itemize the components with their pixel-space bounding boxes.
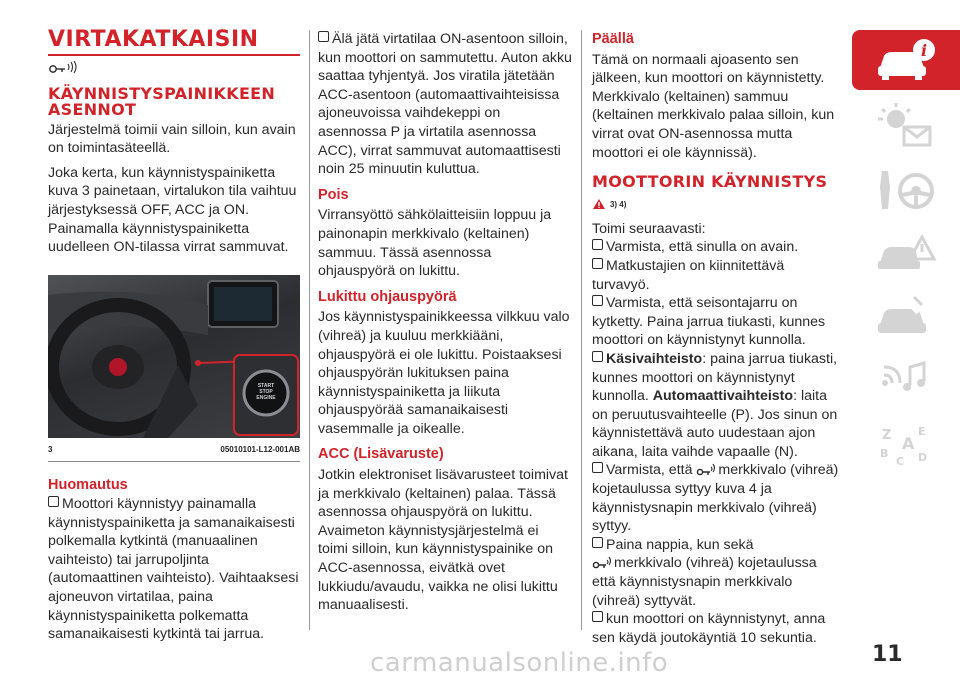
list-item: kun moottori on käynnistynyt, anna sen käydä joutokäyntiä 10 sekuntia. [592,611,826,646]
list-item: Käsivaihteisto: paina jarrua tiukasti, kunnes moottori on käynnistynyt kunnolla. Automaattivaihteisto: laita on peruutusvaihteelle (P). Jos sinun on käynnistettävä auto uudestaan ajon aikana, laita vaihde vapaalle (N). [592,350,838,460]
list-item: Varmista, että merkkivalo (vihreä) kojetaulussa syttyy kuva 4 ja käynnistysnapin merkkivalo (vihreä) syttyy. [592,462,839,535]
svg-text:Z: Z [882,428,892,443]
heading-pois: Pois [318,186,349,203]
list-item: Varmista, että seisontajarru on kytketty. Paina jarrua tiukasti, kunnes moottori on käynnistynyt kunnolla. [592,295,826,349]
paragraph: Älä jätä virtatilaa ON-asentoon silloin, kun moottori on sammutettu. Auton akku saattaa tyhjentyä. Jos viratila jätetään ACC-asentoon (automaattivaihteisissa ajoneuvoissa vaihdekeppi on asennossa P ja virtatila asennossa ACC), virrat sammuvat automaattisesti noin 25 minuutin kuluttua. [318,31,572,178]
column-3 [592,30,840,647]
watermark: carmanualsonline.info [370,648,669,678]
tab-lights[interactable] [852,96,960,154]
svg-text:A: A [902,434,915,453]
heading-engine-start: MOOTTORIN KÄYNNISTYS [592,172,828,192]
heading-on: Päällä [592,31,634,47]
title-rule [48,54,300,56]
lights-message-icon [874,101,938,149]
info-car-icon [874,38,938,82]
figure-number: 3 [48,444,53,454]
bullet-icon [592,462,603,473]
heading-button-positions: KÄYNNISTYSPAINIKKEEN ASENNOT [48,83,276,119]
column-divider [581,30,582,630]
column-divider [309,30,310,630]
bullet-icon [592,611,603,622]
car-service-icon [874,293,938,341]
dashboard-photo [48,275,300,438]
note-heading: Huomautus [48,477,128,494]
note-text: Moottori käynnistyy painamalla käynnistyspainiketta ja samanaikaisesti polkemalla kytkintä (manuaalinen vaihteisto) tai jarrupoljinta (automaattinen vaihteisto). Vaihtaaksesi ajoneuvon virtatilaa, paina käynnistyspainiketta polkematta samanaikaisesti kytkintä tai jarrua. [48,495,299,643]
warning-refs [592,196,840,216]
tab-index[interactable] [852,416,960,474]
media-icon [874,357,938,405]
svg-text:C: C [896,455,905,468]
key-indicator-icon [592,554,614,570]
chapter-tabs [852,30,960,480]
crash-warning-icon [874,229,938,277]
figure-caption [48,441,300,460]
svg-text:i: i [920,41,928,60]
paragraph: Järjestelmä toimii vain silloin, kun avain on toimintasäteellä. [48,121,296,157]
svg-text:B: B [880,447,889,460]
list-item: Varmista, että sinulla on avain. [592,238,840,257]
page-title: VIRTAKATKAISIN [48,27,259,52]
svg-text:D: D [918,451,928,464]
key-symbol-icon [48,60,300,80]
column-2 [318,30,572,621]
tab-safety[interactable] [852,224,960,282]
bullet-icon [592,537,603,548]
heading-locked-wheel: Lukittu ohjauspyörä [318,288,457,305]
paragraph: Virransyöttö sähkölaitteisiin loppuu ja painonapin merkkivalo (keltainen) sammuu. Tässä asennossa ohjauspyörä on lukittu. [318,207,552,280]
list-item: Matkustajien on kiinnitettävä turvavyö. [592,257,785,293]
tab-info-car[interactable] [852,30,960,90]
bullet-icon [592,258,603,269]
key-indicator-icon [696,461,718,477]
figure-code: 05010101-L12-001AB [220,444,300,454]
heading-acc: ACC (Lisävaruste) [318,446,444,463]
alphabet-index-icon [874,421,938,469]
tab-service[interactable] [852,288,960,346]
start-stop-label: START STOP ENGINE [256,382,276,401]
tab-media[interactable] [852,352,960,410]
column-1 [48,28,300,644]
svg-text:E: E [918,425,926,438]
bullet-icon [592,239,603,250]
paragraph: Joka kerta, kun käynnistyspainiketta kuva 3 painetaan, virtalukon tila vaihtuu järjestyksessä OFF, ACC ja ON. Painamalla käynnistyspainiketta uudelleen ON-tilassa virrat sammuvat. [48,164,297,256]
warning-triangle-icon [592,198,606,210]
bullet-icon [592,351,603,362]
wrench-steering-icon [874,165,938,213]
bullet-icon [48,496,59,507]
tab-controls[interactable] [852,160,960,218]
paragraph: Toimi seuraavasti: [592,220,706,237]
page-number: 11 [872,642,903,667]
bullet-icon [592,295,603,306]
caption-rule [48,461,300,462]
paragraph: Jotkin elektroniset lisävarusteet toimivat ja merkkivalo (keltainen) palaa. Tässä asennossa ohjauspyörä on lukittu. Avaimeton käynnistysjärjestelmä ei toimi silloin, kun käynnistyspainike on ACC-asennossa, eivätkä ovet lukkiudu/avaudu, vaikka ne olisi lukittu manuaalisesti. [318,467,568,614]
list-item: Paina nappia, kun sekä merkkivalo (vihreä) kojetaulussa että käynnistysnapin merkkivalo (vihreä) syttyvät. [592,536,817,609]
paragraph: Jos käynnistyspainikkeessa vilkkuu valo (vihreä) ja kuuluu merkkiääni, ohjauspyörä ei ole lukittu. Poistaaksesi ohjauspyörän lukituksen paina käynnistyspainiketta ja liikuta ohjauspyörää samanaikaisesti vasemmalle ja oikealle. [318,309,570,437]
paragraph: Tämä on normaali ajoasento sen jälkeen, kun moottori on käynnistetty. Merkkivalo (keltainen) sammuu (keltainen merkkivalo palaa silloin, kun virrat ovat ON-asennossa mutta moottori ei ole käynnissä). [592,51,835,161]
bullet-icon [318,31,329,42]
warning-reference: 3) 4) [609,200,627,210]
